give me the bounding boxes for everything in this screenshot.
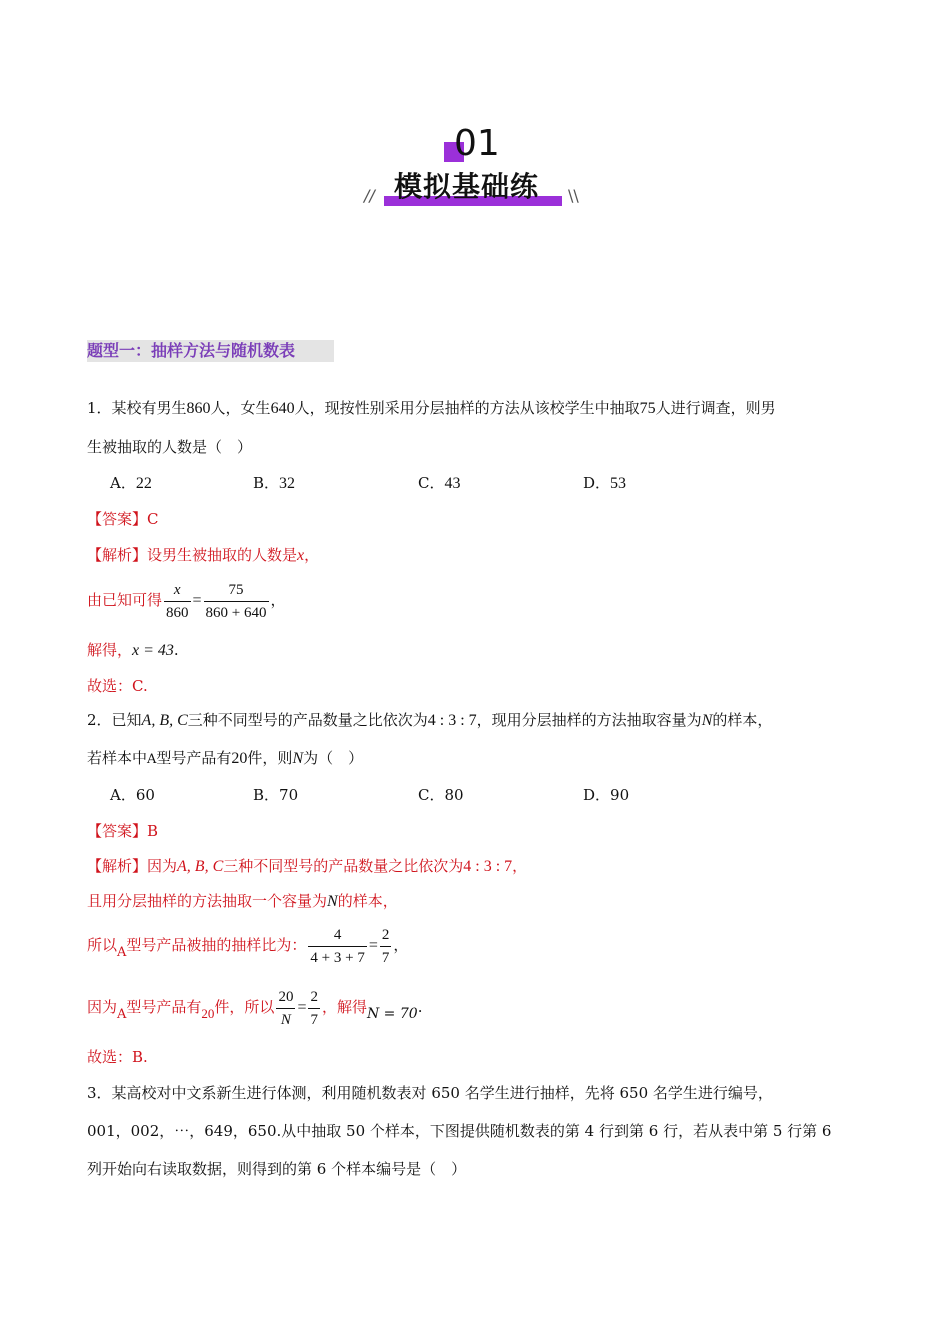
q2-step3: 因为A型号产品有20件，所以 $\frac{20}{N}$ = $\frac{2}{7}$ ，解得N = 70. bbox=[87, 988, 423, 1028]
q1-stem-line1: 1．某校有男生860人，女生640人，现按性别采用分层抽样的方法从该校学生中抽取75人进行调查，则男 bbox=[87, 399, 776, 417]
q2-option-a[interactable]: A．60 bbox=[110, 786, 155, 804]
q2-answer: 【答案】B bbox=[87, 822, 159, 840]
q2-option-b[interactable]: B．70 bbox=[253, 786, 299, 804]
q1-conclusion: 故选：C. bbox=[87, 677, 148, 695]
q1-step2: 解得，x = 43. bbox=[87, 641, 179, 659]
q2-option-c[interactable]: C．80 bbox=[418, 786, 464, 804]
q2-stem-line1: 2．已知A, B, C三种不同型号的产品数量之比依次为4 : 3 : 7，现用分层抽样的方法抽取容量为N的样本， bbox=[87, 711, 773, 729]
q1-frac-75: $\frac{75}{860 + 640}$ bbox=[205, 581, 267, 621]
header-slash-right: \\ bbox=[568, 186, 579, 205]
header-number: 01 bbox=[454, 123, 500, 164]
q1-option-c[interactable]: C．43 bbox=[418, 474, 461, 492]
q2-step1: 且用分层抽样的方法抽取一个容量为N的样本， bbox=[87, 892, 398, 910]
section-heading: 题型一：抽样方法与随机数表 bbox=[87, 341, 296, 360]
q1-stem-line2: 生被抽取的人数是（ ） bbox=[87, 438, 253, 456]
q1-answer: 【答案】C bbox=[87, 510, 159, 528]
q1-step1: 由已知可得 $\frac{x}{860}$ = $\frac{75}{860 + 640}$ ， bbox=[87, 581, 286, 621]
q2-frac-20-n: $\frac{20}{N}$ bbox=[278, 988, 294, 1028]
q2-option-d[interactable]: D．90 bbox=[583, 786, 630, 804]
q2-conclusion: 故选：B. bbox=[87, 1048, 148, 1066]
q1-frac-x-860: $\frac{x}{860}$ bbox=[166, 581, 189, 621]
q2-step2: 所以A型号产品被抽的抽样比为： $\frac{4}{4 + 3 + 7}$ = $\frac{2}{7}$ ， bbox=[87, 926, 409, 966]
q3-stem-line3: 列开始向右读取数据，则得到的第 6 个样本编号是（ ） bbox=[87, 1160, 467, 1178]
header-slash-left: // bbox=[364, 186, 375, 205]
q1-option-a[interactable]: A．22 bbox=[110, 474, 152, 492]
header-title: 模拟基础练 bbox=[394, 170, 540, 203]
q2-frac-2-7-b: $\frac{2}{7}$ bbox=[310, 988, 318, 1028]
q2-frac-2-7: $\frac{2}{7}$ bbox=[381, 926, 390, 966]
q1-option-b[interactable]: B．32 bbox=[253, 474, 296, 492]
q1-option-d[interactable]: D．53 bbox=[583, 474, 627, 492]
q3-stem-line2: 001，002，⋯，649，650.从中抽取 50 个样本，下图提供随机数表的第 4 行到第 6 行，若从表中第 5 行第 6 bbox=[87, 1122, 832, 1140]
q2-analysis: 【解析】因为A, B, C三种不同型号的产品数量之比依次为4 : 3 : 7， bbox=[87, 857, 528, 875]
q1-analysis: 【解析】设男生被抽取的人数是x， bbox=[87, 546, 320, 564]
q2-stem-line2: 若样本中A型号产品有20件，则N为（ ） bbox=[87, 749, 364, 767]
q2-frac-4-sum: $\frac{4}{4 + 3 + 7}$ bbox=[310, 926, 365, 966]
q3-stem-line1: 3．某高校对中文系新生进行体测，利用随机数表对 650 名学生进行抽样，先将 650 名学生进行编号， bbox=[87, 1084, 773, 1102]
